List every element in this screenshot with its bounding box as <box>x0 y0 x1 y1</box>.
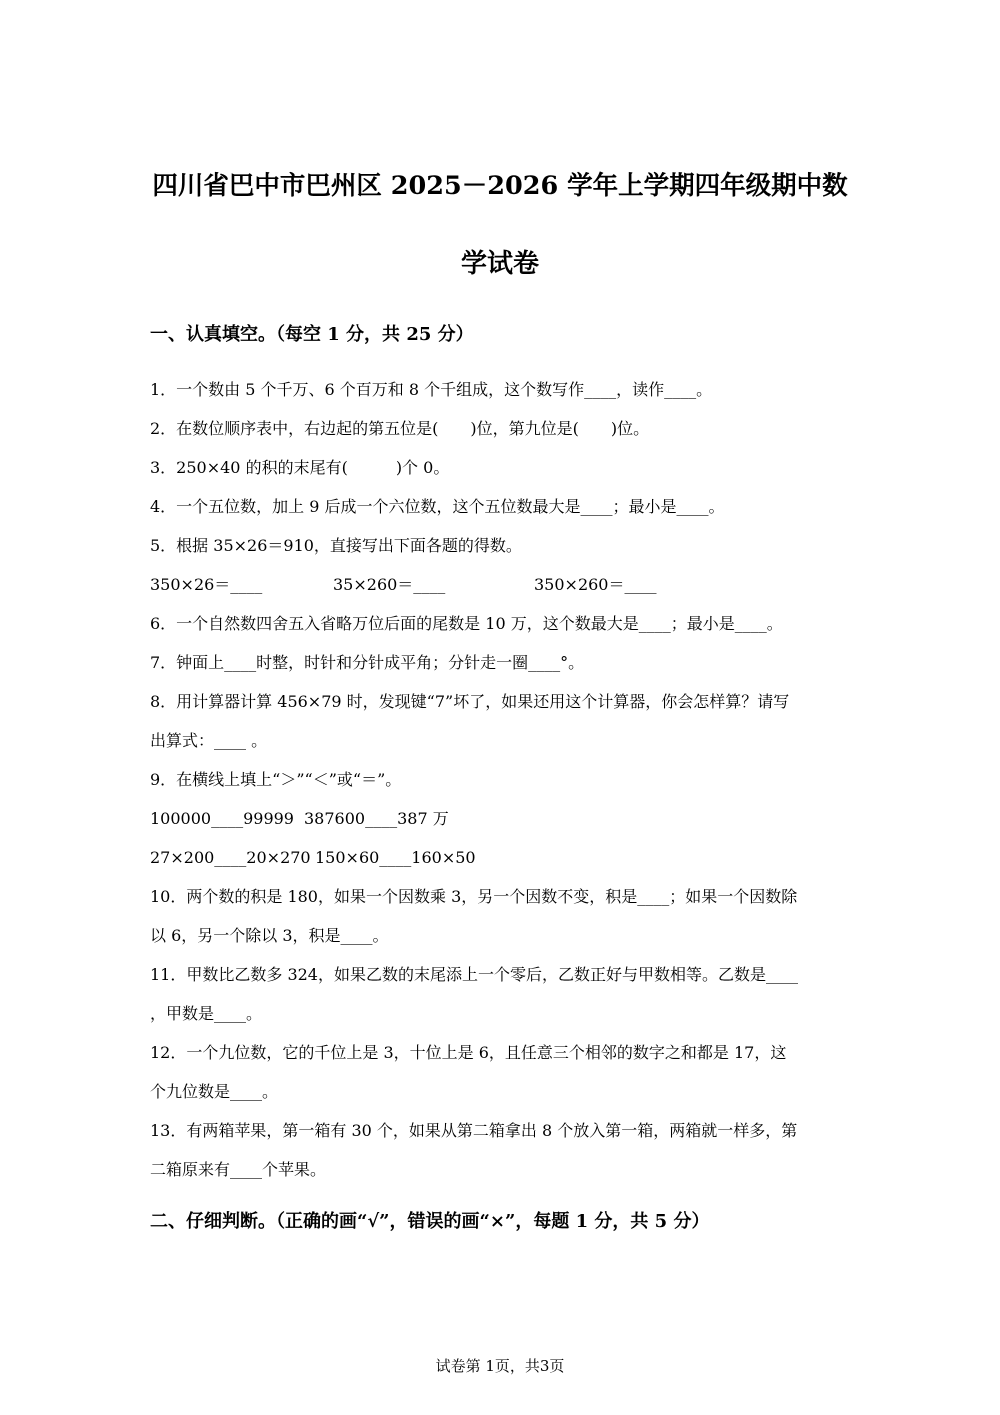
question-6: 6．一个自然数四舍五入省略万位后面的尾数是 10 万，这个数最大是____；最小是____。 <box>150 614 783 633</box>
question-9-row1-item1: 100000____99999 <box>150 809 294 828</box>
question-2: 2．在数位顺序表中，右边起的第五位是( )位，第九位是( )位。 <box>150 419 650 438</box>
question-4: 4．一个五位数，加上 9 后成一个六位数，这个五位数最大是____；最小是____。 <box>150 497 725 516</box>
exam-title-line1: 四川省巴中市巴州区 2025－2026 学年上学期四年级期中数 <box>152 171 848 201</box>
page-footer: 试卷第 1页，共3页 <box>435 1357 565 1375</box>
question-3: 3．250×40 的积的末尾有( )个 0。 <box>150 458 450 477</box>
question-8-line1: 8．用计算器计算 456×79 时，发现键“7”坏了，如果还用这个计算器，你会怎样算？请写 <box>150 692 790 711</box>
question-5-item-1: 350×26＝____ <box>150 575 263 594</box>
question-5-item-2: 35×260＝____ <box>333 575 446 594</box>
question-11-line2: ，甲数是____。 <box>150 1004 263 1023</box>
section1-heading: 一、认真填空。（每空 1 分，共 25 分） <box>150 324 474 345</box>
question-9-row2-item1: 27×200____20×270 <box>150 848 311 867</box>
question-9-row2-item2: 150×60____160×50 <box>315 848 476 867</box>
question-10-line2: 以 6，另一个除以 3，积是____。 <box>150 926 389 945</box>
exam-title-line2: 学试卷 <box>460 249 539 279</box>
section2-heading: 二、仔细判断。（正确的画“√”，错误的画“×”，每题 1 分，共 5 分） <box>150 1211 710 1232</box>
question-12-line2: 个九位数是____。 <box>150 1082 279 1101</box>
question-12-line1: 12．一个九位数，它的千位上是 3，十位上是 6，且任意三个相邻的数字之和都是 17，这 <box>150 1043 787 1062</box>
question-13-line2: 二箱原来有____个苹果。 <box>150 1160 327 1179</box>
question-5-item-3: 350×260＝____ <box>534 575 657 594</box>
question-5: 5．根据 35×26＝910，直接写出下面各题的得数。 <box>150 536 522 555</box>
question-1: 1．一个数由 5 个千万、6 个百万和 8 个千组成，这个数写作____，读作____。 <box>150 380 713 399</box>
question-9-row1-item2: 387600____387 万 <box>304 809 449 828</box>
question-11-line1: 11．甲数比乙数多 324，如果乙数的末尾添上一个零后，乙数正好与甲数相等。乙数是____ <box>150 965 798 984</box>
question-9: 9．在横线上填上“＞”“＜”或“＝”。 <box>150 770 402 789</box>
question-8-line2: 出算式：____ 。 <box>150 731 268 750</box>
question-7: 7．钟面上____时整，时针和分针成平角；分针走一圈____°。 <box>150 653 585 672</box>
question-10-line1: 10．两个数的积是 180，如果一个因数乘 3，另一个因数不变，积是____；如果一个因数除 <box>150 887 798 906</box>
question-13-line1: 13．有两箱苹果，第一箱有 30 个，如果从第二箱拿出 8 个放入第一箱，两箱就一样多，第 <box>150 1121 798 1140</box>
